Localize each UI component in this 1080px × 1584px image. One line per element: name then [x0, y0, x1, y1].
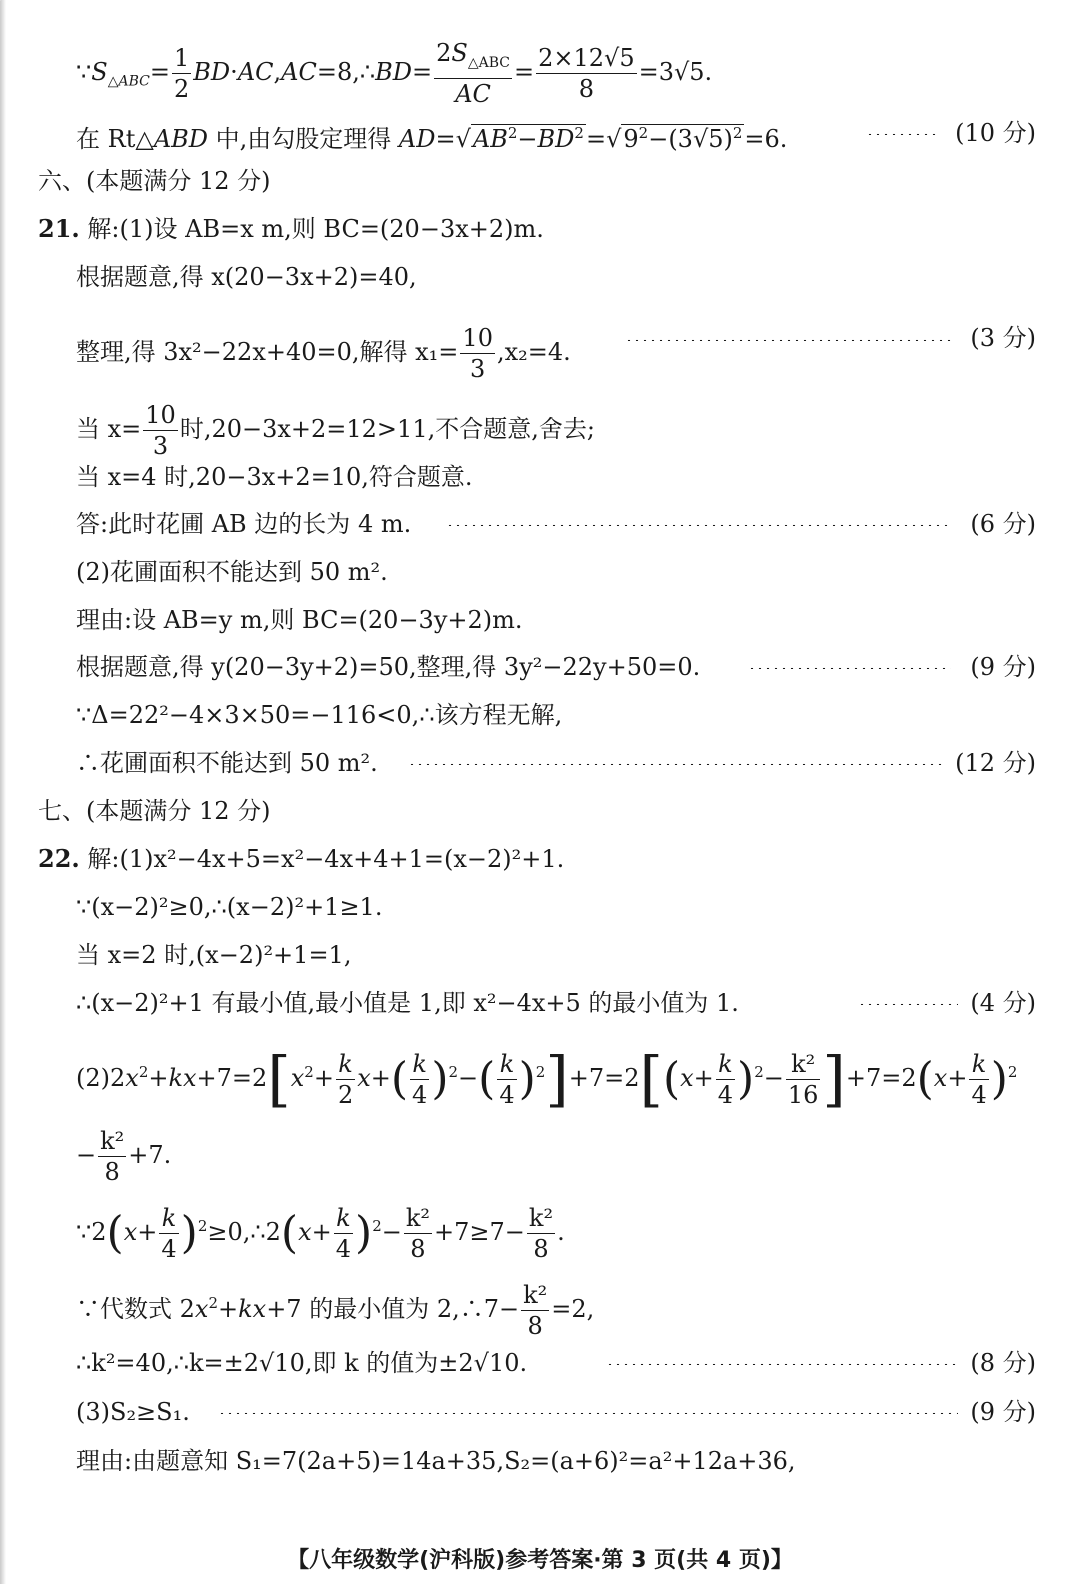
- page-footer: 【八年级数学(沪科版)参考答案·第 3 页(共 4 页)】: [287, 1548, 793, 1573]
- page-edge-shadow: [0, 0, 6, 1584]
- solution-line: (3)S₂≥S₁.: [76, 1398, 190, 1426]
- solution-line: ∴(x−2)²+1 有最小值,最小值是 1,即 x²−4x+5 的最小值为 1.: [76, 989, 739, 1017]
- solution-line-continuation: − $\frac{\text{k²}}{8}$ +7.: [76, 1127, 172, 1186]
- section-heading-seven: 七、(本题满分 12 分): [38, 797, 271, 825]
- solution-line-solve: 整理,得 3x²−22x+40=0,解得 x₁= $\frac{10}{3}$ ,x₂=4.: [76, 324, 571, 383]
- solution-line: (2)花圃面积不能达到 50 m².: [76, 558, 388, 586]
- score-label: (9 分): [970, 1398, 1036, 1426]
- score-label: (6 分): [970, 510, 1036, 538]
- dot-leader: [446, 524, 951, 526]
- question-number: 22.: [38, 844, 80, 873]
- question-22-line: [38, 844, 564, 874]
- solution-line: 根据题意,得 y(20−3y+2)=50,整理,得 3y²−22y+50=0.: [76, 653, 701, 681]
- solution-line: ∴k²=40,∴k=±2√10,即 k 的值为±2√10.: [76, 1349, 528, 1377]
- score-label: (9 分): [970, 653, 1036, 681]
- solution-line-reject: 当 x= $\frac{10}{3}$ 时,20−3x+2=12>11,不合题意,舍去;: [76, 401, 595, 460]
- score-label: (10 分): [955, 119, 1036, 147]
- dot-leader: [625, 339, 951, 341]
- dot-leader: [866, 133, 940, 135]
- dot-leader: [606, 1363, 958, 1365]
- solution-line-min-value: ∵代数式 $2x^2+kx+7$ 的最小值为 2,∴7− $\frac{\text{k²}}{8}$ =2,: [76, 1281, 595, 1340]
- solution-line: ∵Δ=22²−4×3×50=−116<0,∴该方程无解,: [76, 701, 563, 729]
- solution-line: 根据题意,得 x(20−3x+2)=40,: [76, 263, 417, 291]
- dot-leader: [748, 667, 951, 669]
- dot-leader: [858, 1003, 958, 1005]
- solution-line: 理由:设 AB=y m,则 BC=(20−3y+2)m.: [76, 606, 523, 634]
- solution-line: ∴花圃面积不能达到 50 m².: [76, 749, 378, 777]
- score-label: (12 分): [955, 749, 1036, 777]
- section-heading-six: 六、(本题满分 12 分): [38, 167, 271, 195]
- solution-line-complete-square: $(2)2x^2+kx+7=2[x^2+$ $\frac{k}{2}$ x+( $\frac{k}{4}$ )$^2$−( $\frac{k}{4}$ )$^2$]+7=2[(x+ $\frac{k}{4}$ )$^2$− $\frac{\text{k²}}{16}$ ]+7=2(x+ $\frac{k}{4}$ )$^2$: [76, 1044, 1018, 1115]
- solution-line-pythagoras: 在 Rt△ABD 中,由勾股定理得 $AD=√AB^2-BD^2=√9^2-(3√5)^2=6$.: [76, 124, 788, 153]
- score-label: (3 分): [970, 324, 1036, 352]
- solution-line: 当 x=2 时,(x−2)²+1=1,: [76, 941, 352, 969]
- question-21-line: [38, 214, 544, 244]
- score-label: (4 分): [970, 989, 1036, 1017]
- question-22-text: 解:(1)x²−4x+5=x²−4x+4+1=(x−2)²+1.: [87, 845, 565, 873]
- solution-line: 当 x=4 时,20−3x+2=10,符合题意.: [76, 463, 473, 491]
- question-21-text: 解:(1)设 AB=x m,则 BC=(20−3x+2)m.: [87, 215, 544, 243]
- formula-text-mirror: [0, 0, 1, 1]
- solution-line: ∵(x−2)²≥0,∴(x−2)²+1≥1.: [76, 893, 383, 921]
- dot-leader: [408, 763, 943, 765]
- question-number: 21.: [38, 214, 80, 243]
- solution-line-area-formula: $\because S_{\triangle ABC}=$ $\frac{1}{2}$ BD·AC,AC=8,∴BD= $\frac{2S_{\triangle ABC}}{AC}$ = $\frac{2\times 12√5}{8}$ =3√5.: [76, 39, 713, 108]
- score-label: (8 分): [970, 1349, 1036, 1377]
- solution-line-answer: 答:此时花圃 AB 边的长为 4 m.: [76, 510, 412, 538]
- dot-leader: [218, 1412, 958, 1414]
- solution-line: 理由:由题意知 S₁=7(2a+5)=14a+35,S₂=(a+6)²=a²+12a+36,: [76, 1447, 796, 1475]
- solution-line-inequality: ∵2(x+ $\frac{k}{4}$ )$^2$≥0,∴2(x+ $\frac{k}{4}$ )$^2$− $\frac{\text{k²}}{8}$ +7≥7− $\frac{\text{k²}}{8}$ .: [76, 1204, 565, 1263]
